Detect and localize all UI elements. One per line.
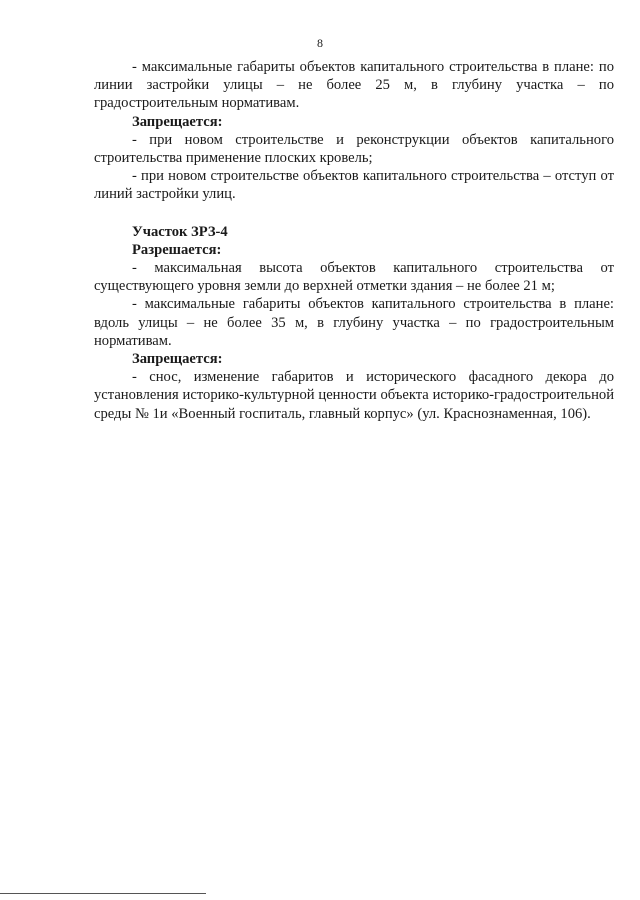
section2-title: Участок ЗРЗ-4 — [132, 223, 228, 240]
section1-forbidden-heading: Запрещается: — [132, 113, 223, 130]
section2-allowed-heading: Разрешается: — [132, 241, 222, 258]
section1-forbidden-item: - при новом строительстве объектов капитального строительства – отступ от линий застройки улиц. — [94, 168, 614, 203]
document-body — [94, 58, 614, 423]
section-spacer — [94, 204, 614, 223]
section1-size-limit-paragraph: - максимальные габариты объектов капитального строительства в плане: по линии застройки улицы – не более 25 м, в глубину участка – по градостроительным нормативам. — [94, 59, 614, 112]
section2-allowed-item: - максимальные габариты объектов капитального строительства в плане: вдоль улицы – не более 35 м, в глубину участка – по градостроительным нормативам. — [94, 296, 614, 349]
section2-allowed-item: - максимальная высота объектов капитального строительства от существующего уровня земли до верхней отметки здания – не более 21 м; — [94, 260, 614, 295]
section2-forbidden-item: - снос, изменение габаритов и исторического фасадного декора до установления историко-культурной ценности объекта историко-градостроительной среды № 1и «Военный госпиталь, главный корпус» (ул. Краснознаменная, 106). — [94, 369, 614, 422]
footer-rule — [0, 893, 206, 894]
page-number: 8 — [317, 36, 323, 50]
section2-forbidden-heading: Запрещается: — [132, 351, 223, 368]
section1-forbidden-item: - при новом строительстве и реконструкции объектов капитального строительства применение плоских кровель; — [94, 131, 614, 167]
